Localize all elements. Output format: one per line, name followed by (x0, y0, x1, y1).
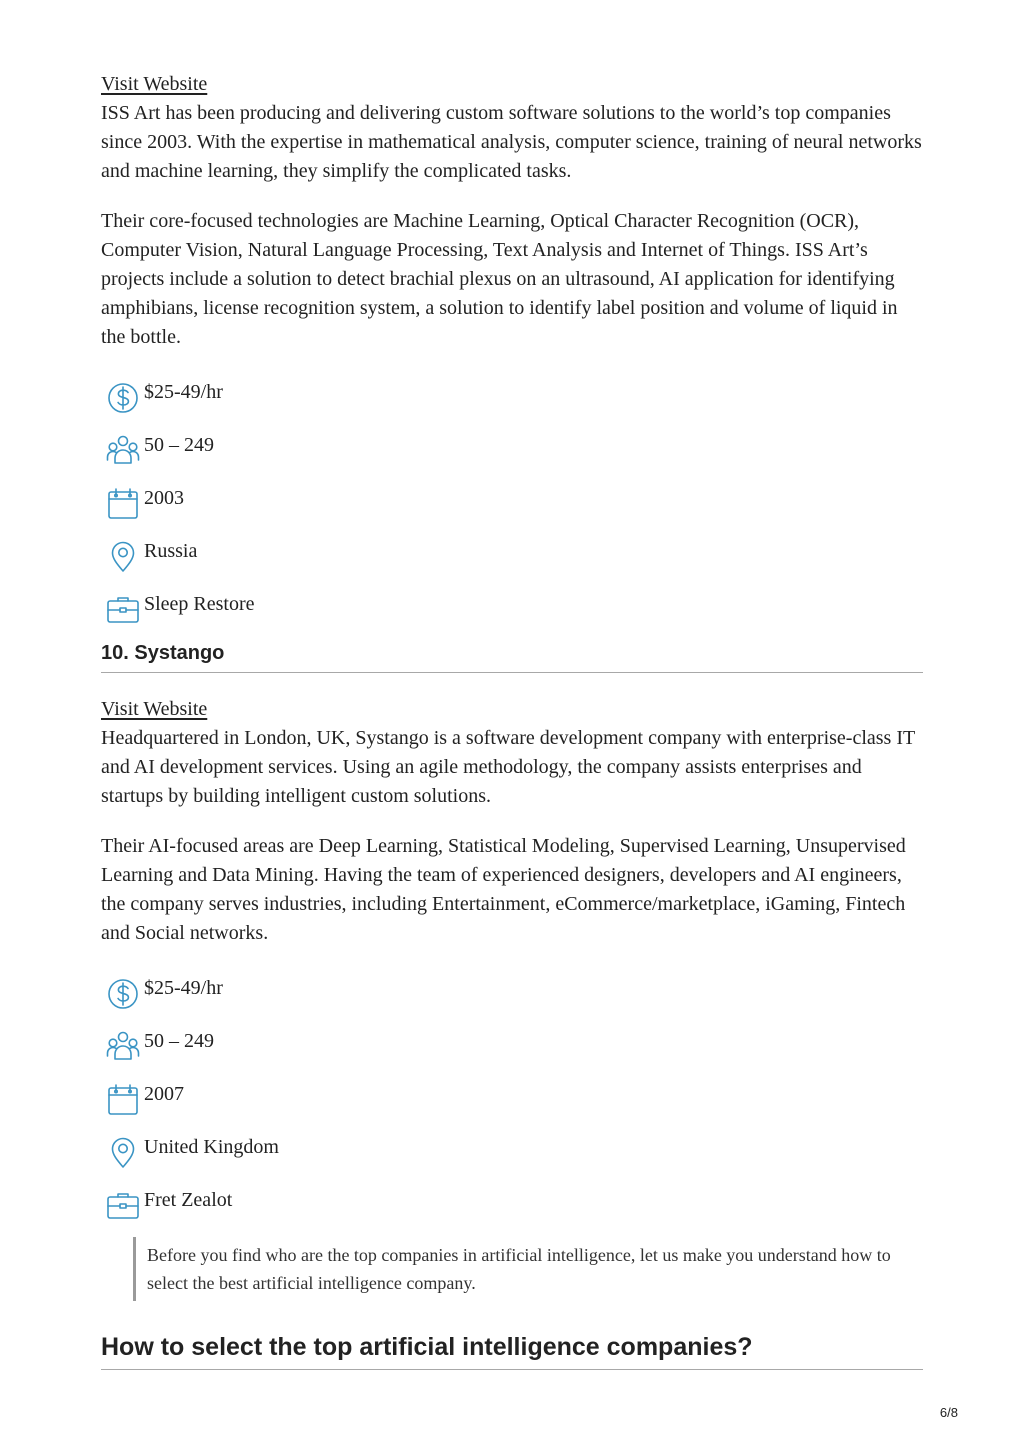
company-facts (101, 370, 923, 635)
visit-website-link[interactable]: Visit Website (101, 73, 208, 95)
blockquote: Before you find who are the top companies in artificial intelligence, let us make you understand how to select the best artificial intelligence company. (133, 1237, 923, 1301)
team-icon (106, 1029, 140, 1063)
location: Russia (144, 540, 198, 562)
fact-rate (101, 966, 923, 1019)
dollar-icon (106, 380, 140, 414)
location-pin-icon (106, 1135, 140, 1169)
company-facts (101, 966, 923, 1231)
hourly-rate: $25-49/hr (144, 977, 223, 999)
employee-count: 50 – 249 (144, 434, 214, 456)
founded-year: 2003 (144, 487, 184, 509)
company-description: Headquartered in London, UK, Systango is a software development company with enterprise-class IT and AI development services. Using an agile methodology, the company assists enterprises and startups by building intelligent custom solutions. (101, 727, 915, 807)
location: United Kingdom (144, 1136, 279, 1158)
fact-client (101, 582, 923, 635)
fact-location (101, 1125, 923, 1178)
page-number: 6/8 (939, 1405, 958, 1420)
section-heading: How to select the top artificial intelligence companies? (101, 1331, 923, 1370)
employee-count: 50 – 249 (144, 1030, 214, 1052)
location-pin-icon (106, 539, 140, 573)
visit-website-link[interactable]: Visit Website (101, 698, 208, 720)
calendar-icon (106, 486, 140, 520)
dollar-icon (106, 976, 140, 1010)
key-client: Fret Zealot (144, 1189, 233, 1211)
briefcase-icon (106, 592, 140, 626)
company-technologies: Their core-focused technologies are Machine Learning, Optical Character Recognition (OCR), Computer Vision, Natural Language Processing, Text Analysis and Internet of Things. ISS Art’s projects include a solution to detect brachial plexus on an ultrasound, AI application for identifying amphibians, license recognition system, a solution to identify label position and volume of liquid in the bottle. (101, 210, 898, 348)
fact-employees (101, 423, 923, 476)
hourly-rate: $25-49/hr (144, 381, 223, 403)
calendar-icon (106, 1082, 140, 1116)
company-ai-areas: Their AI-focused areas are Deep Learning, Statistical Modeling, Supervised Learning, Unsupervised Learning and Data Mining. Having the team of experienced designers, developers and AI engineers, the company serves industries, including Entertainment, eCommerce/marketplace, iGaming, Fintech and Social networks. (101, 835, 906, 944)
fact-location (101, 529, 923, 582)
company-heading: 10. Systango (101, 641, 923, 673)
fact-rate (101, 370, 923, 423)
fact-founded (101, 1072, 923, 1125)
key-client: Sleep Restore (144, 593, 255, 615)
article-content (101, 70, 923, 1370)
briefcase-icon (106, 1188, 140, 1222)
team-icon (106, 433, 140, 467)
fact-client (101, 1178, 923, 1231)
fact-founded (101, 476, 923, 529)
fact-employees (101, 1019, 923, 1072)
company-description: ISS Art has been producing and delivering custom software solutions to the world’s top companies since 2003. With the expertise in mathematical analysis, computer science, training of neural networks and machine learning, they simplify the complicated tasks. (101, 102, 922, 182)
founded-year: 2007 (144, 1083, 184, 1105)
